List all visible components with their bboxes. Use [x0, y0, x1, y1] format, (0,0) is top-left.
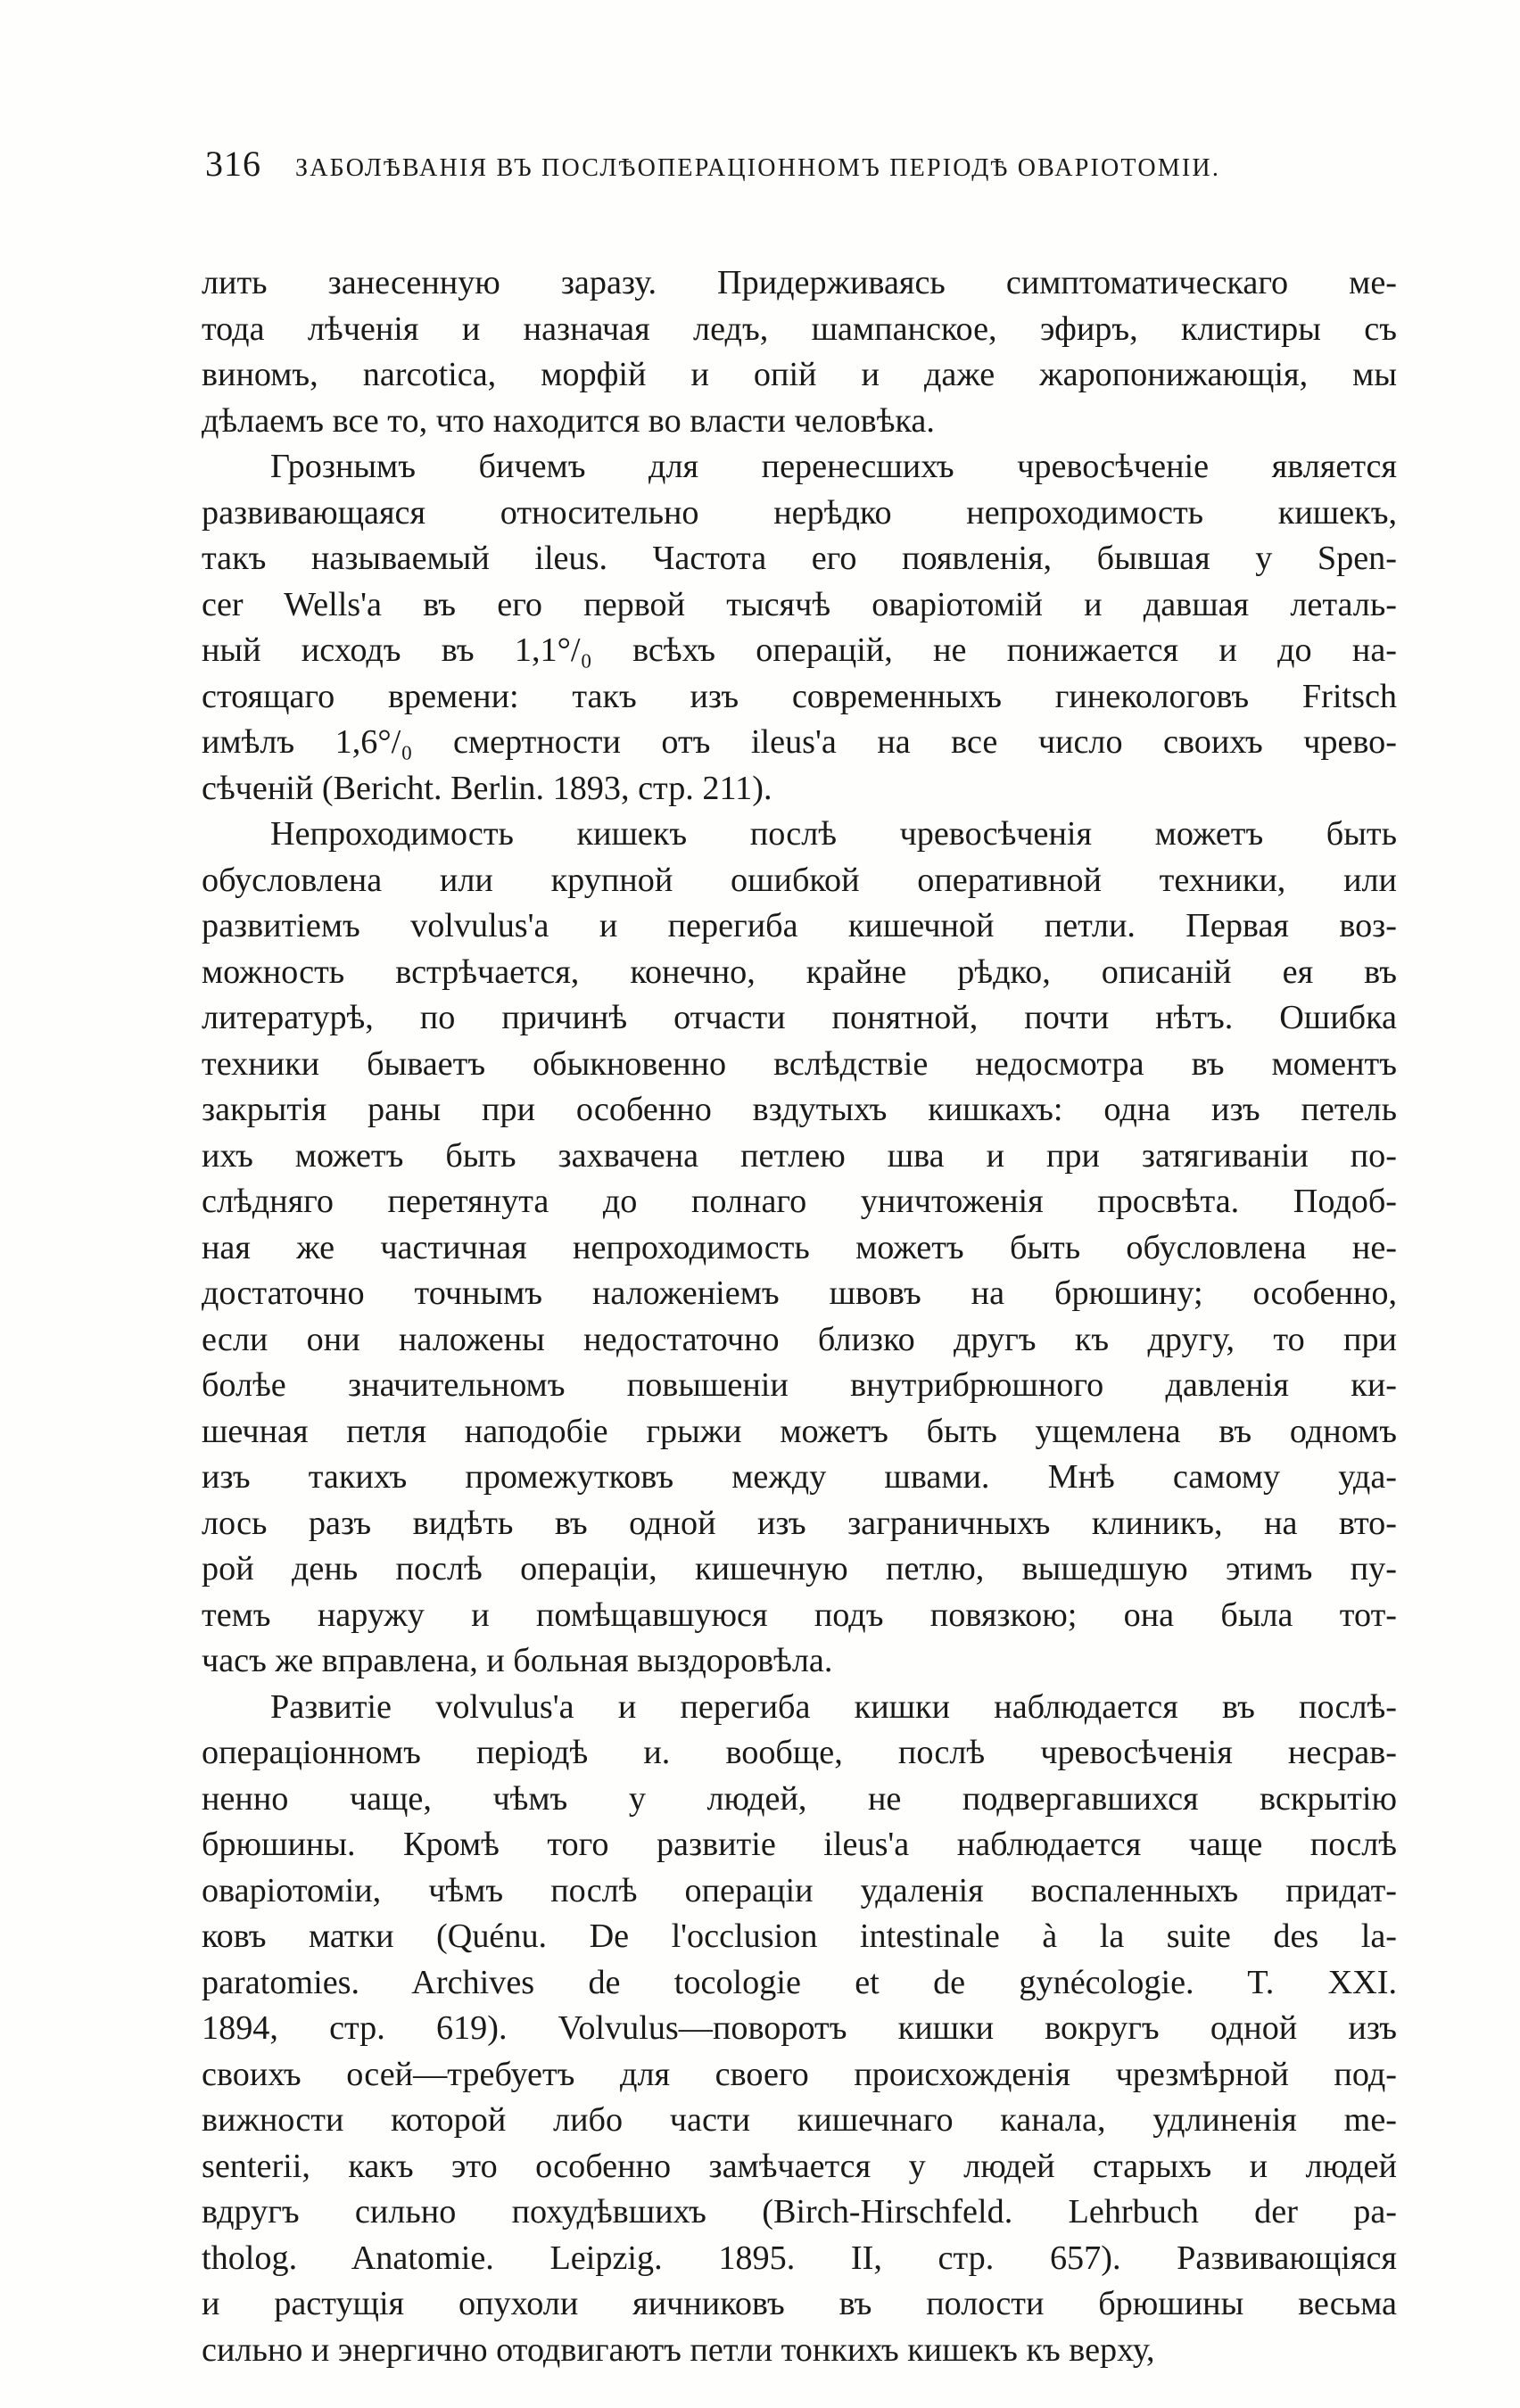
text-line: стоящаго времени: такъ изъ современныхъ гинекологовъ Fritsch [202, 677, 1397, 715]
text-line: вижности которой либо части кишечнаго канала, удлиненія me- [202, 2101, 1397, 2139]
running-header [205, 143, 1347, 193]
running-title: ЗАБОЛѢВАНІЯ ВЪ ПОСЛѢОПЕРАЦІОННОМЪ ПЕРІОДѢ ОВАРІОТОМІИ. [295, 154, 1221, 182]
text-line: темъ наружу и помѣщавшуюся подъ повязкою; она была тот- [202, 1596, 1397, 1634]
text-line: ковъ матки (Quénu. De l'occlusion intestinale à la suite des la- [202, 1917, 1397, 1955]
paragraph [202, 260, 1397, 444]
text-line: cer Wells'а въ его первой тысячѣ оваріотомій и давшая леталь- [202, 585, 1397, 623]
text-line: операціонномъ періодѣ и. вообще, послѣ чревосѣченія несрав- [202, 1734, 1397, 1771]
page-number: 316 [205, 144, 261, 184]
text-line: лось разъ видѣть въ одной изъ заграничныхъ клиникъ, на вто- [202, 1504, 1397, 1542]
text-line: оваріотоміи, чѣмъ послѣ операціи удаленія воспаленныхъ придат- [202, 1871, 1397, 1909]
text-line: виномъ, narcotica, морфій и опій и даже жаропонижающія, мы [202, 356, 1397, 393]
text-line: Непроходимость кишекъ послѣ чревосѣченія можетъ быть [270, 815, 1397, 853]
text-line: Грознымъ бичемъ для перенесшихъ чревосѣченіе является [270, 448, 1397, 485]
text-line: обусловлена или крупной ошибкой оперативной техники, или [202, 861, 1397, 899]
text-line: болѣе значительномъ повышеніи внутрибрюшного давленія ки- [202, 1366, 1397, 1404]
text-line: шечная петля наподобіе грыжи можетъ быть ущемлена въ одномъ [202, 1412, 1397, 1450]
text-line: имѣлъ 1,6°/₀ смертности отъ ileus'а на все число своихъ чрево- [202, 723, 1397, 761]
text-line: закрытія раны при особенно вздутыхъ кишкахъ: одна изъ петель [202, 1091, 1397, 1128]
text-line: литературѣ, по причинѣ отчасти понятной, почти нѣтъ. Ошибка [202, 999, 1397, 1036]
text-line: достаточно точнымъ наложеніемъ швовъ на брюшину; особенно, [202, 1274, 1397, 1312]
text-line: слѣдняго перетянута до полнаго уничтоженія просвѣта. Подоб- [202, 1183, 1397, 1220]
text-line: сильно и энергично отодвигаютъ петли тонкихъ кишекъ къ верху, [202, 2330, 1155, 2369]
paragraph [202, 1685, 1397, 2374]
text-line: Развитіе volvulus'а и перегиба кишки наблюдается въ послѣ- [270, 1687, 1397, 1726]
text-line: paratomies. Archives de tocologie et de gynécologie. T. XXI. [202, 1963, 1397, 2001]
text-line: вдругъ сильно похудѣвшихъ (Birch-Hirschfeld. Lehrbuch der pa- [202, 2193, 1397, 2231]
text-line: дѣлаемъ все то, что находится во власти человѣка. [202, 401, 935, 440]
text-line: брюшины. Кромѣ того развитіе ileus'а наблюдается чаще послѣ [202, 1826, 1397, 1863]
text-line: ихъ можетъ быть захвачена петлею шва и при затягиваніи по- [202, 1136, 1397, 1175]
text-line: лить занесенную заразу. Придерживаясь симптоматическаго ме- [202, 264, 1397, 301]
text-line: развитіемъ volvulus'а и перегиба кишечной петли. Первая воз- [202, 907, 1397, 944]
paragraph [202, 812, 1397, 1685]
text-line: senterii, какъ это особенно замѣчается у людей старыхъ и людей [202, 2147, 1397, 2185]
text-line: ная же частичная непроходимость можетъ быть обусловлена не- [202, 1228, 1397, 1266]
paragraph [202, 444, 1397, 812]
text-line: развивающаяся относительно нерѣдко непроходимость кишекъ, [202, 493, 1397, 532]
text-line: ненно чаще, чѣмъ у людей, не подвергавшихся вскрытію [202, 1779, 1397, 1818]
text-line: если они наложены недостаточно близко другъ къ другу, то при [202, 1320, 1397, 1358]
text-line: рой день послѣ операціи, кишечную петлю, вышедшую этимъ пу- [202, 1550, 1397, 1587]
body-text [202, 260, 1397, 2373]
text-line: своихъ осей—требуетъ для своего происхожденія чрезмѣрной под- [202, 2055, 1397, 2093]
text-line: tholog. Anatomie. Leipzig. 1895. II, стр. 657). Развивающіяся [202, 2239, 1397, 2277]
text-line: 1894, стр. 619). Volvulus—поворотъ кишки вокругъ одной изъ [202, 2009, 1397, 2047]
text-line: тода лѣченія и назначая ледъ, шампанское, эфиръ, клистиры съ [202, 309, 1397, 348]
text-line: изъ такихъ промежутковъ между швами. Мнѣ самому уда- [202, 1458, 1397, 1496]
text-line: ный исходъ въ 1,1°/₀ всѣхъ операцій, не понижается и до на- [202, 631, 1397, 669]
text-line: и растущія опухоли яичниковъ въ полости брюшины весьма [202, 2285, 1397, 2322]
text-line: сѣченій (Bericht. Berlin. 1893, стр. 211). [202, 769, 772, 807]
text-line: такъ называемый ileus. Частота его появленія, бывшая у Spen- [202, 540, 1397, 577]
text-line: техники бываетъ обыкновенно вслѣдствіе недосмотра въ моментъ [202, 1044, 1397, 1083]
text-line: можность встрѣчается, конечно, крайне рѣдко, описаній ея въ [202, 952, 1397, 991]
text-line: часъ же вправлена, и больная выздоровѣла. [202, 1642, 833, 1679]
